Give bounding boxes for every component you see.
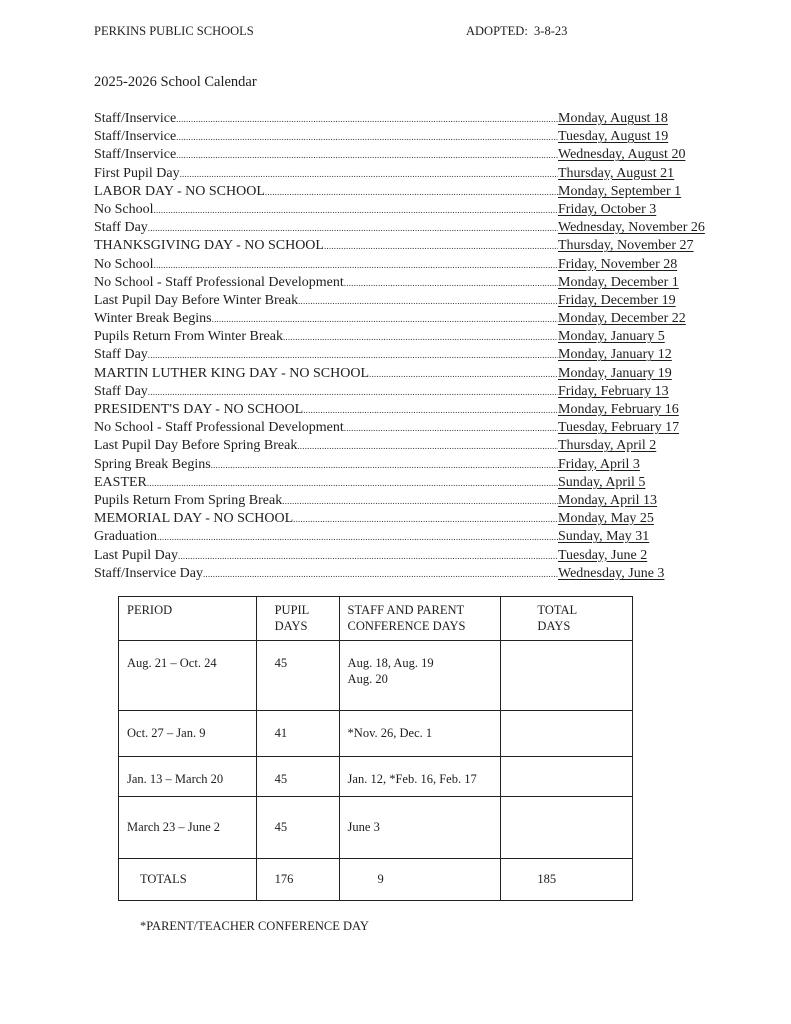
calendar-event-row [94, 456, 744, 474]
event-label-wrap [94, 437, 558, 455]
event-name: Staff Day [94, 383, 148, 399]
event-name: PRESIDENT'S DAY - NO SCHOOL [94, 402, 304, 417]
dot-leader [178, 547, 558, 565]
dot-leader [176, 128, 558, 146]
event-label-wrap [94, 474, 558, 492]
pupil-days-cell: 45 [256, 797, 339, 859]
calendar-event-row [94, 383, 744, 401]
dot-leader [344, 274, 558, 292]
period-cell: March 23 – June 2 [119, 797, 257, 859]
event-name: THANKSGIVING DAY - NO SCHOOL [94, 238, 324, 254]
dot-leader [293, 510, 558, 528]
event-name: Staff/Inservice [94, 147, 177, 163]
calendar-event-row [94, 146, 744, 164]
calendar-event-row [94, 401, 744, 419]
event-label-wrap [94, 456, 558, 474]
dot-leader [176, 110, 558, 128]
event-date: Monday, January 5 [558, 329, 665, 345]
table-row [119, 797, 633, 859]
event-label-wrap [94, 219, 558, 237]
event-date: Thursday, April 2 [558, 438, 657, 454]
event-name: MEMORIAL DAY - NO SCHOOL [94, 511, 294, 527]
dot-leader [147, 474, 558, 492]
event-label-wrap [94, 237, 558, 255]
event-date: Monday, April 13 [558, 492, 658, 508]
dot-leader [203, 565, 558, 583]
event-label-wrap [94, 146, 558, 164]
totals-label: TOTALS [119, 859, 257, 901]
event-date: Tuesday, February 17 [558, 420, 680, 436]
event-date: Friday, April 3 [558, 456, 640, 472]
event-label-wrap [94, 310, 558, 328]
event-date: Tuesday, August 19 [558, 129, 669, 145]
calendar-event-row [94, 292, 744, 310]
calendar-event-row [94, 437, 744, 455]
conference-days-cell: June 3 [339, 797, 501, 859]
calendar-event-row [94, 110, 744, 128]
dot-leader [148, 346, 558, 364]
calendar-event-row [94, 346, 744, 364]
header-pupil-days: PUPIL DAYS [256, 597, 339, 641]
calendar-event-row [94, 237, 744, 255]
event-label-wrap [94, 165, 558, 183]
event-date: Monday, January 12 [558, 347, 672, 363]
event-label-wrap [94, 565, 558, 583]
event-name: LABOR DAY - NO SCHOOL [94, 183, 265, 199]
calendar-event-row [94, 219, 744, 237]
period-cell: Jan. 13 – March 20 [119, 757, 257, 797]
pupil-days-cell: 41 [256, 711, 339, 757]
event-label-wrap [94, 183, 558, 201]
dot-leader [176, 146, 558, 164]
event-label-wrap [94, 365, 558, 383]
event-name: Spring Break Begins [94, 456, 211, 472]
event-label-wrap [94, 256, 558, 274]
conference-days-cell: Jan. 12, *Feb. 16, Feb. 17 [339, 757, 501, 797]
event-label-wrap [94, 419, 558, 437]
table-row [119, 641, 633, 711]
event-date: Wednesday, August 20 [558, 147, 686, 163]
event-name: Staff/Inservice [94, 129, 177, 145]
calendar-event-row [94, 165, 744, 183]
calendar-event-row [94, 328, 744, 346]
dot-leader [324, 237, 558, 255]
event-date: Monday, September 1 [558, 183, 682, 199]
event-date: Friday, December 19 [558, 292, 676, 308]
total-pupil-days: 176 [256, 859, 339, 901]
event-label-wrap [94, 528, 558, 546]
event-date: Tuesday, June 2 [558, 547, 648, 563]
event-label-wrap [94, 492, 558, 510]
event-name: Staff/Inservice Day [94, 565, 203, 581]
dot-leader [297, 437, 558, 455]
total-days-cell [501, 711, 633, 757]
event-name: First Pupil Day [94, 165, 180, 181]
calendar-event-row [94, 128, 744, 146]
total-days-cell [501, 757, 633, 797]
event-name: Graduation [94, 529, 157, 545]
event-name: No School - Staff Professional Development [94, 274, 344, 290]
conference-days-cell: *Nov. 26, Dec. 1 [339, 711, 501, 757]
dot-leader [157, 528, 558, 546]
calendar-event-row [94, 528, 744, 546]
dot-leader [211, 456, 558, 474]
event-label-wrap [94, 547, 558, 565]
events-list [94, 110, 744, 583]
calendar-event-row [94, 565, 744, 583]
event-date: Sunday, April 5 [558, 474, 646, 490]
header-total-days: TOTAL DAYS [501, 597, 633, 641]
event-name: No School - Staff Professional Development [94, 420, 344, 436]
pupil-days-cell: 45 [256, 641, 339, 711]
dot-leader [212, 310, 558, 328]
district-name: PERKINS PUBLIC SCHOOLS [94, 24, 254, 38]
table-header-row [119, 597, 633, 641]
conference-days-cell: Aug. 18, Aug. 19 Aug. 20 [339, 641, 501, 711]
event-label-wrap [94, 510, 558, 528]
total-days-cell [501, 797, 633, 859]
event-date: Friday, February 13 [558, 383, 669, 399]
event-label-wrap [94, 401, 558, 419]
event-name: No School [94, 201, 154, 217]
header-conference-days: STAFF AND PARENT CONFERENCE DAYS [339, 597, 501, 641]
event-label-wrap [94, 274, 558, 292]
dot-leader [265, 183, 558, 201]
event-label-wrap [94, 346, 558, 364]
calendar-event-row [94, 419, 744, 437]
event-label-wrap [94, 292, 558, 310]
event-name: Pupils Return From Spring Break [94, 492, 283, 508]
calendar-event-row [94, 310, 744, 328]
event-date: Wednesday, November 26 [558, 220, 705, 236]
event-name: Last Pupil Day [94, 547, 178, 563]
table-row [119, 757, 633, 797]
footnote: *PARENT/TEACHER CONFERENCE DAY [140, 919, 369, 933]
calendar-title: 2025-2026 School Calendar [94, 74, 257, 90]
calendar-event-row [94, 256, 744, 274]
event-label-wrap [94, 128, 558, 146]
event-label-wrap [94, 383, 558, 401]
event-label-wrap [94, 201, 558, 219]
calendar-event-row [94, 474, 744, 492]
period-cell: Oct. 27 – Jan. 9 [119, 711, 257, 757]
event-date: Friday, November 28 [558, 256, 678, 272]
event-name: Last Pupil Day Before Spring Break [94, 438, 298, 454]
event-date: Monday, January 19 [558, 365, 672, 381]
calendar-event-row [94, 492, 744, 510]
dot-leader [369, 365, 558, 383]
event-name: Pupils Return From Winter Break [94, 329, 283, 345]
calendar-event-row [94, 201, 744, 219]
event-name: No School [94, 256, 154, 272]
event-date: Monday, December 1 [558, 274, 679, 290]
event-name: MARTIN LUTHER KING DAY - NO SCHOOL [94, 365, 370, 381]
dot-leader [298, 292, 558, 310]
dot-leader [303, 401, 558, 419]
event-name: Staff/Inservice [94, 111, 177, 126]
dot-leader [154, 256, 559, 274]
dot-leader [283, 328, 558, 346]
total-days-cell [501, 641, 633, 711]
calendar-event-row [94, 274, 744, 292]
event-name: EASTER [94, 474, 147, 490]
calendar-event-row [94, 547, 744, 565]
event-name: Last Pupil Day Before Winter Break [94, 292, 299, 308]
dot-leader [148, 219, 558, 237]
total-conference-days: 9 [339, 859, 501, 901]
grand-total-days: 185 [501, 859, 633, 901]
calendar-event-row [94, 183, 744, 201]
event-date: Wednesday, June 3 [558, 565, 665, 581]
event-name: Winter Break Begins [94, 311, 212, 327]
event-date: Friday, October 3 [558, 201, 657, 217]
dot-leader [344, 419, 558, 437]
adopted-date: ADOPTED: 3-8-23 [466, 24, 568, 38]
dot-leader [180, 165, 558, 183]
dot-leader [148, 383, 558, 401]
calendar-event-row [94, 510, 744, 528]
event-date: Monday, December 22 [558, 311, 686, 327]
event-date: Thursday, November 27 [558, 238, 694, 254]
event-name: Staff Day [94, 220, 148, 236]
totals-row [119, 859, 633, 901]
header-period: PERIOD [119, 597, 257, 641]
event-date: Monday, August 18 [558, 111, 668, 126]
pupil-days-summary-table [118, 596, 633, 901]
event-label-wrap [94, 110, 558, 128]
dot-leader [282, 492, 558, 510]
calendar-event-row [94, 365, 744, 383]
event-date: Thursday, August 21 [558, 165, 675, 181]
table-row [119, 711, 633, 757]
event-name: Staff Day [94, 347, 148, 363]
pupil-days-cell: 45 [256, 757, 339, 797]
dot-leader [154, 201, 559, 219]
event-date: Monday, February 16 [558, 402, 679, 417]
event-label-wrap [94, 328, 558, 346]
event-date: Sunday, May 31 [558, 529, 650, 545]
period-cell: Aug. 21 – Oct. 24 [119, 641, 257, 711]
event-date: Monday, May 25 [558, 511, 654, 527]
